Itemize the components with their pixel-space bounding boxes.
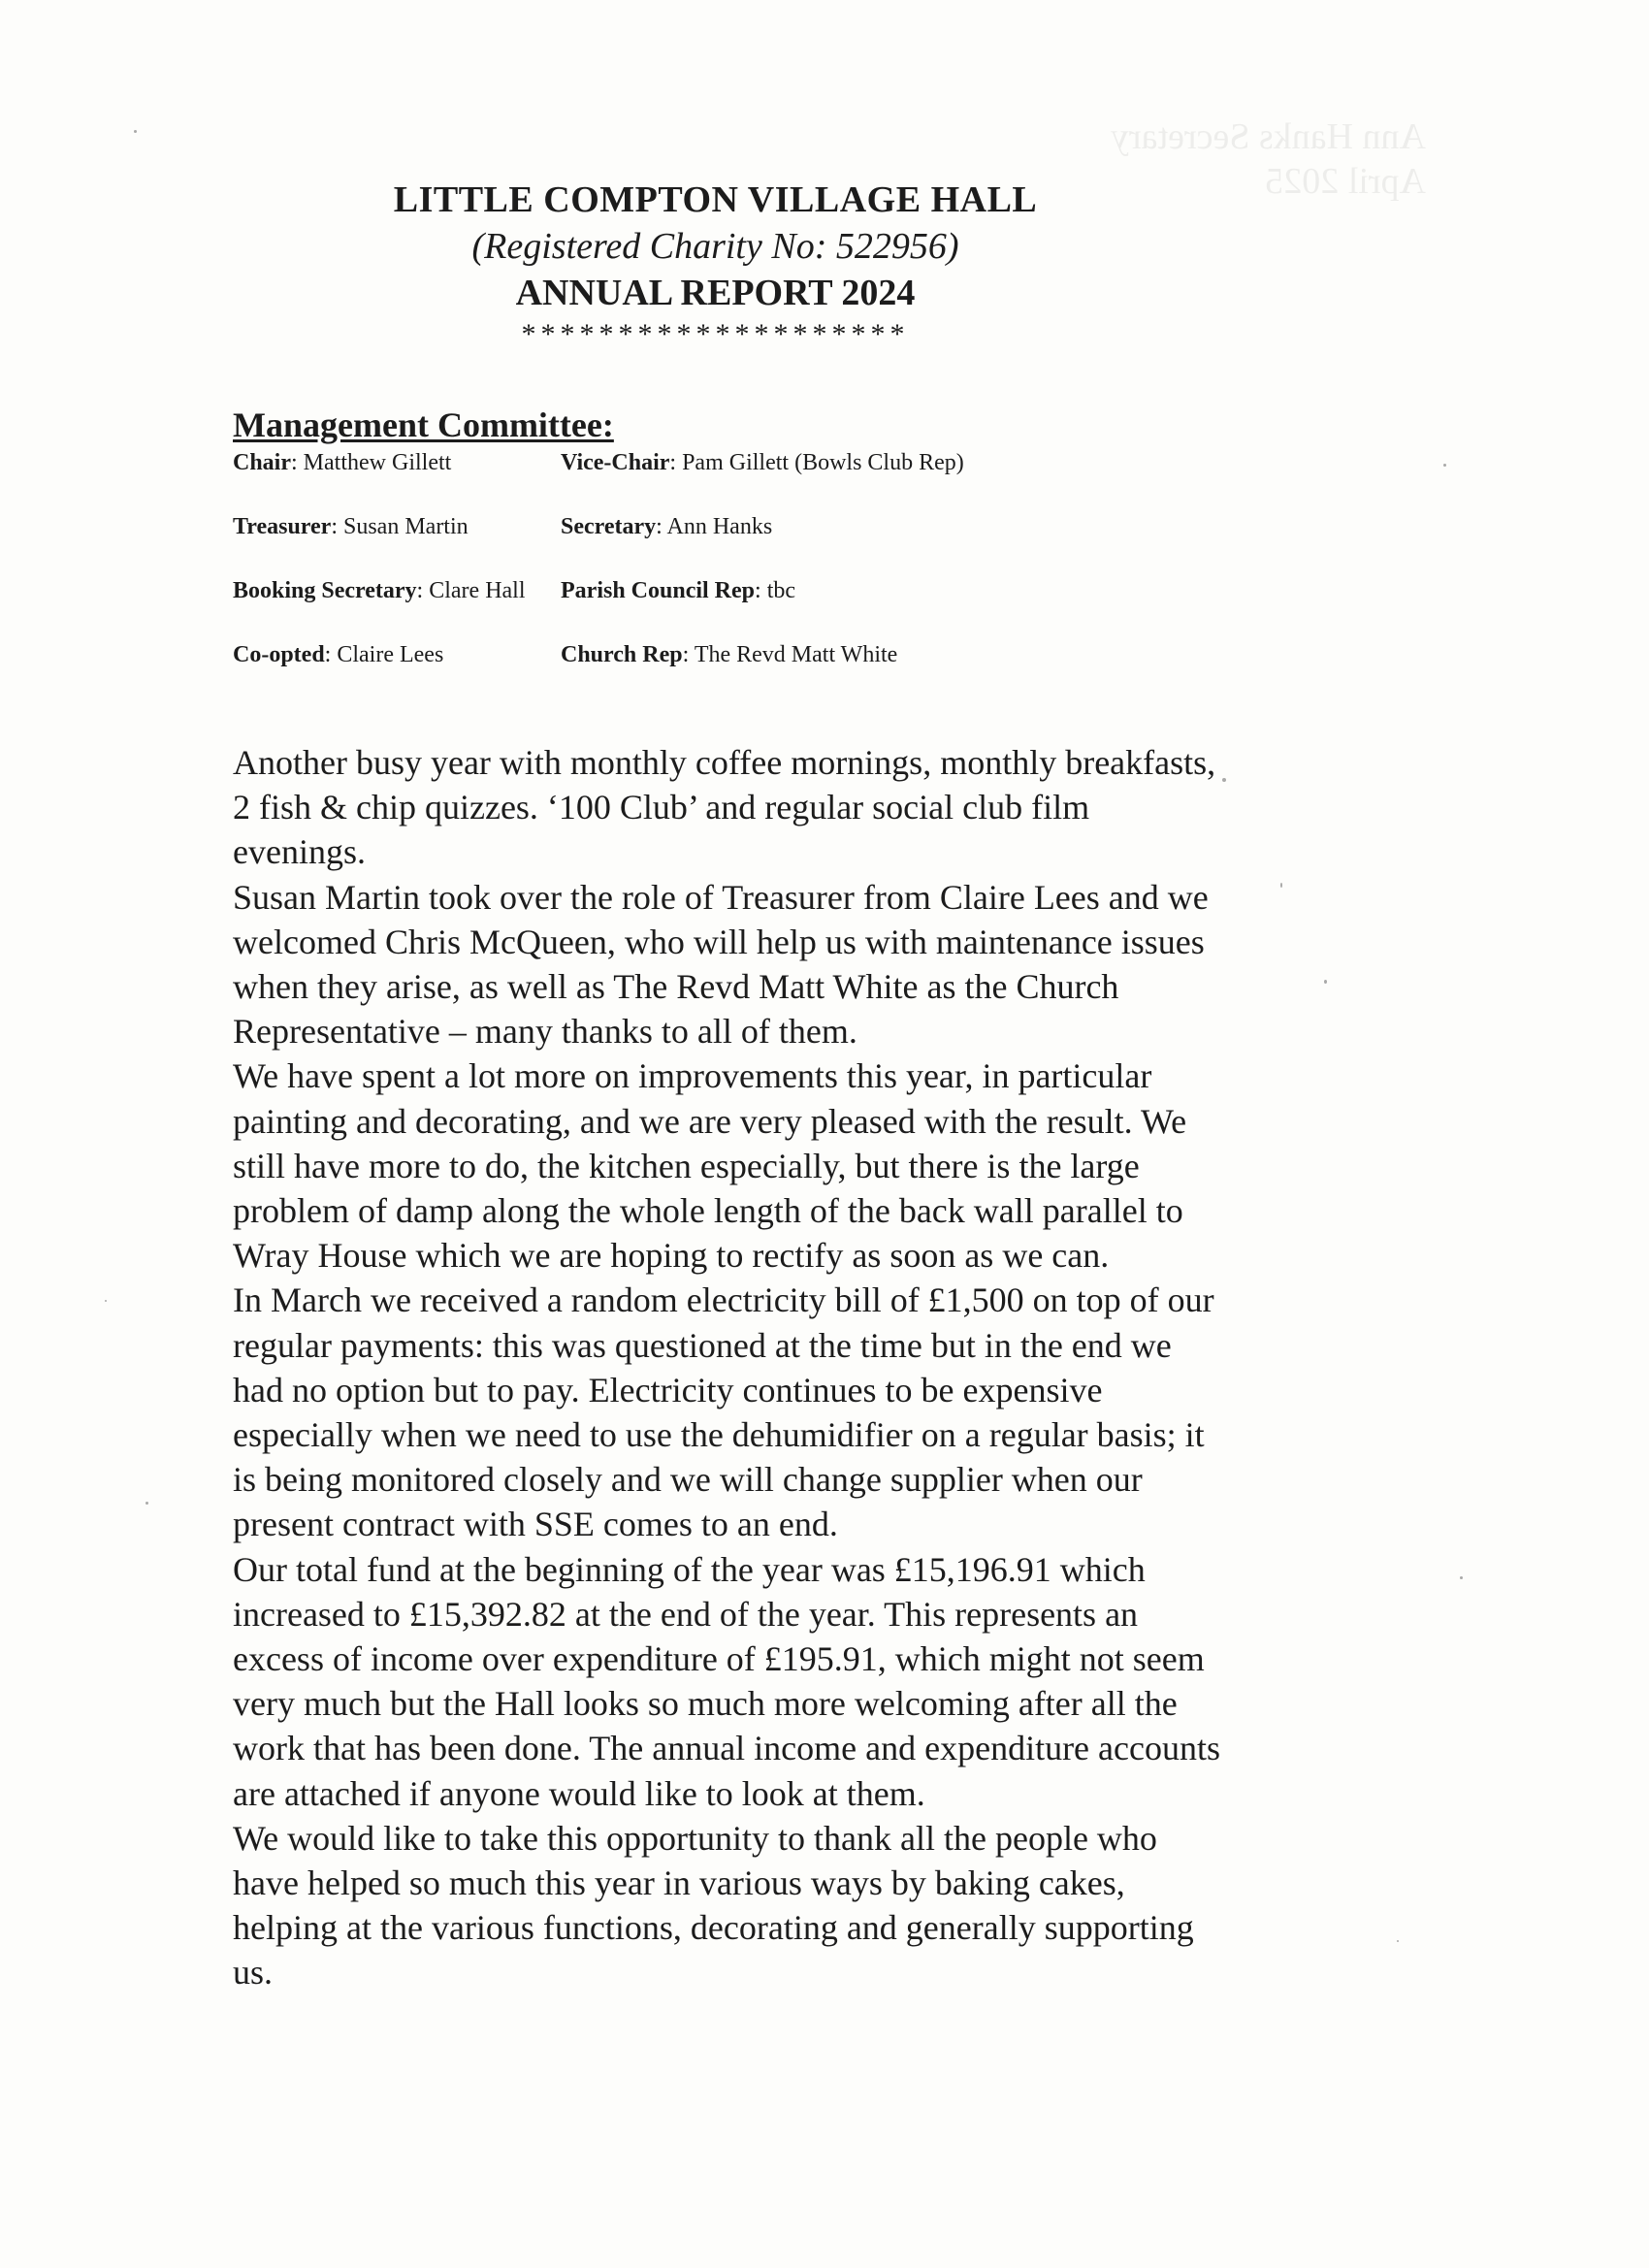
member-name: Pam Gillett (Bowls Club Rep)	[682, 450, 964, 475]
scan-speck	[1222, 778, 1226, 782]
paragraph-committee-changes: Susan Martin took over the role of Treasurer from Claire Lees and we welcomed Chris McQueen, who will help us with maintenance issues when they arise, as well as The Revd Matt White as the Church Representative – many thanks to all of them.	[233, 877, 1209, 1052]
committee-member: Treasurer: Susan Martin	[233, 514, 469, 539]
paragraph-finances: Our total fund at the beginning of the year was £15,196.91 which increased to £15,392.82 at the end of the year. This represents an excess of income over expenditure of £195.91, which might not seem very much but the Hall looks so much more welcoming after all the work that has been done. The annual income and expenditure accounts are attached if anyone would like to look at them.	[233, 1549, 1220, 1813]
paragraph-activities: Another busy year with monthly coffee mornings, monthly breakfasts, 2 fish & chip quizzes. ‘100 Club’ and regular social club film evenings.	[233, 743, 1216, 872]
committee-member: Parish Council Rep: tbc	[561, 578, 796, 603]
scan-speck	[1324, 980, 1327, 984]
committee-row	[233, 576, 964, 640]
member-role: Parish Council Rep	[561, 578, 756, 603]
report-body	[233, 740, 1222, 1995]
member-role: Church Rep	[561, 642, 683, 667]
member-name: Clare Hall	[429, 578, 526, 603]
committee-member: Booking Secretary: Clare Hall	[233, 578, 526, 603]
scan-speck	[1443, 464, 1446, 467]
member-name: tbc	[766, 578, 796, 603]
member-name: Susan Martin	[342, 514, 469, 539]
ghost-line-1: Ann Hanks Secretary	[1110, 116, 1426, 157]
member-name: The Revd Matt White	[694, 642, 898, 667]
member-role: Treasurer	[233, 514, 332, 539]
committee-row	[233, 448, 964, 512]
member-name: Claire Lees	[337, 642, 444, 667]
committee-member: Co-opted: Claire Lees	[233, 642, 444, 667]
scan-speck	[1460, 1576, 1463, 1579]
committee-member: Church Rep: The Revd Matt White	[561, 642, 898, 667]
paragraph-thanks: We would like to take this opportunity to thank all the people who have helped so much this year in various ways by baking cakes, helping at the various functions, decorating and generally supporting us.	[233, 1818, 1194, 1993]
hall-title: LITTLE COMPTON VILLAGE HALL	[393, 179, 1038, 220]
member-role: Co-opted	[233, 642, 325, 667]
committee-heading: Management Committee:	[233, 405, 614, 444]
paragraph-electricity: In March we received a random electricity bill of £1,500 on top of our regular payments: this was questioned at the time but in the end we had no option but to pay. Electricity continues to be expensive especially when we need to use the dehumidifier on a regular basis; it is being monitored closely and we will change supplier when our present contract with SSE comes to an end.	[233, 1280, 1214, 1544]
member-role: Secretary	[561, 514, 657, 539]
charity-number: (Registered Charity No: 522956)	[471, 226, 959, 267]
committee-table	[233, 448, 964, 704]
scan-speck	[146, 1502, 148, 1505]
committee-member: Chair: Matthew Gillett	[233, 450, 452, 475]
member-role: Booking Secretary	[233, 578, 417, 603]
scan-speck	[1397, 1940, 1399, 1942]
scan-speck	[1280, 883, 1282, 888]
member-name: Ann Hanks	[666, 514, 773, 539]
member-role: Vice-Chair	[561, 450, 670, 475]
committee-row	[233, 640, 964, 704]
ghost-line-2: April 2025	[1265, 161, 1426, 202]
management-committee	[233, 405, 1164, 704]
paragraph-improvements: We have spent a lot more on improvements this year, in particular painting and decorating, and we are very pleased with the result. We still have more to do, the kitchen especially, but there is the large problem of damp along the whole length of the back wall parallel to Wray House which we are hoping to rectify as soon as we can.	[233, 1056, 1187, 1276]
star-divider: ********************	[521, 318, 910, 350]
committee-member: Secretary: Ann Hanks	[561, 514, 773, 539]
report-title: ANNUAL REPORT 2024	[515, 273, 916, 313]
scan-speck	[134, 130, 137, 133]
member-name: Matthew Gillett	[303, 450, 452, 475]
scan-speck	[105, 1300, 107, 1302]
committee-member: Vice-Chair: Pam Gillett (Bowls Club Rep)	[561, 450, 964, 475]
report-header	[0, 177, 1431, 349]
member-role: Chair	[233, 450, 291, 475]
committee-row	[233, 512, 964, 576]
